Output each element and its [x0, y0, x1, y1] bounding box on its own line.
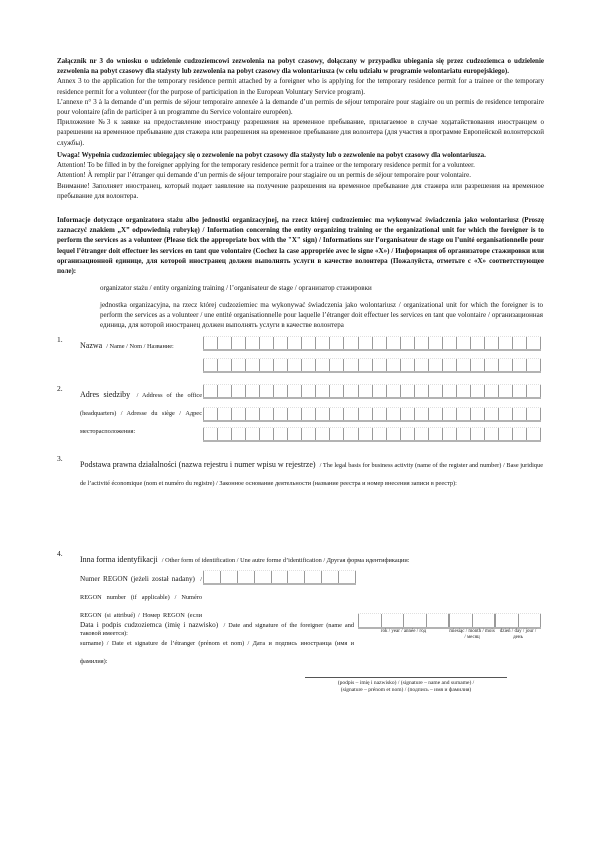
comb-cell[interactable] — [428, 408, 442, 420]
date-month-label: miesiąc / month / mois / месяц — [449, 629, 495, 640]
comb-cell[interactable] — [301, 337, 315, 349]
comb-cell[interactable] — [449, 614, 472, 627]
comb-cell[interactable] — [259, 337, 273, 349]
comb-cell[interactable] — [386, 408, 400, 420]
comb-cell[interactable] — [512, 428, 526, 440]
field-regon-row — [203, 570, 356, 585]
field-address-label — [80, 384, 202, 438]
notice-block — [57, 150, 544, 201]
comb-cell[interactable] — [358, 614, 381, 627]
comb-cell[interactable] — [512, 359, 526, 371]
notice-fr: Attention! À remplir par l’étranger qui demande d’un permis de séjour temporaire pour stagiaire ou un permis de séjour temporaire pour volontaire. — [57, 171, 472, 180]
comb-cell[interactable] — [287, 428, 301, 440]
field-address-row-1 — [203, 384, 541, 399]
comb-cell[interactable] — [400, 408, 414, 420]
notice-pl: Uwaga! Wypełnia cudzoziemiec ubiegający się o zezwolenie na pobyt czasowy dla stażysty lub o zezwolenie na pobyt czasowy dla wolontariusza. — [57, 151, 486, 159]
comb-cell[interactable] — [414, 408, 428, 420]
comb-cell[interactable] — [470, 408, 484, 420]
comb-cell[interactable] — [526, 337, 541, 349]
comb-cell[interactable] — [428, 428, 442, 440]
comb-cell[interactable] — [245, 385, 259, 397]
comb-cell[interactable] — [428, 359, 442, 371]
comb-cell[interactable] — [400, 428, 414, 440]
comb-cell[interactable] — [484, 337, 498, 349]
field-regon-label-translations: / REGON number (if applicable) / Numéro REGON (si attribué) / Номер REGON (если таковой имеется): — [80, 576, 202, 637]
comb-cell[interactable] — [518, 614, 542, 627]
info-heading: Informacje dotyczące organizatora stażu albo jednostki organizacyjnej, na rzecz której cudzoziemiec ma wykonywać świadczenia jako wolontariusz (Proszę zaznaczyć znakiem „X” odpowiednią rubrykę) / Information concerning the entity organizing training or the organizational unit for which the foreigner is to perform the services as a volunteer (Please tick the appropriate box with the "X" sign) / Informations sur l’organisateur de stage ou l’unité organisationnelle pour lequel l’étranger doit effectuer les services en tant que volontaire (Cochez la case appropriée avec le signe «X») / Информация об организаторе стажировки или организационной единице, для которой иностранец должен выполнять услуги в качестве волонтера (Пожалуйста, отметьте с «X» соответствующее поле): — [57, 216, 544, 276]
field-address-row-3 — [203, 427, 541, 442]
comb-cell[interactable] — [498, 337, 512, 349]
comb-cell[interactable] — [321, 571, 338, 583]
comb-cell[interactable] — [372, 359, 386, 371]
comb-cell[interactable] — [372, 337, 386, 349]
comb-cell[interactable] — [428, 385, 442, 397]
comb-cell[interactable] — [381, 614, 404, 627]
comb-cell[interactable] — [231, 359, 245, 371]
signature-caption-line-2: (signature – prénom et nom) / (подпись – имя и фамилия) — [340, 687, 472, 693]
comb-cell[interactable] — [271, 571, 288, 583]
notice-ru: Внимание! Заполняет иностранец, который подает заявление на получение разрешения на временное пребывание для стажера или разрешения на временное пребывание для волонтера. — [57, 181, 544, 200]
field-legal-basis-label-pl: Podstawa prawna działalności (nazwa rejestru i numer wpisu w rejestrze) — [80, 460, 316, 469]
comb-cell[interactable] — [254, 571, 271, 583]
field-legal-basis-writing-area[interactable] — [80, 475, 543, 540]
comb-cell[interactable] — [329, 385, 343, 397]
comb-cell[interactable] — [414, 385, 428, 397]
comb-cell[interactable] — [343, 408, 357, 420]
comb-cell[interactable] — [287, 571, 304, 583]
comb-cell[interactable] — [217, 337, 231, 349]
comb-cell[interactable] — [273, 385, 287, 397]
comb-cell[interactable] — [220, 571, 237, 583]
signature-line[interactable] — [305, 677, 507, 678]
comb-cell[interactable] — [484, 359, 498, 371]
notice-en: Attention! To be filled in by the foreigner applying for the temporary residence permit for a trainee or the temporary residence permit for a volunteer. — [57, 161, 475, 170]
comb-cell[interactable] — [442, 408, 456, 420]
comb-cell[interactable] — [287, 359, 301, 371]
option-organizer[interactable]: organizator stażu / entity organizing training / l’organisateur de stage / организатор стажировки — [100, 284, 372, 292]
comb-cell[interactable] — [372, 408, 386, 420]
field-name-row-2 — [203, 358, 541, 373]
comb-cell[interactable] — [301, 385, 315, 397]
comb-cell[interactable] — [231, 428, 245, 440]
comb-cell[interactable] — [498, 385, 512, 397]
comb-cell[interactable] — [456, 408, 470, 420]
comb-cell[interactable] — [358, 385, 372, 397]
info-heading-block — [57, 215, 544, 276]
comb-cell[interactable] — [472, 614, 496, 627]
field-date-signature-label — [80, 614, 354, 668]
comb-cell[interactable] — [442, 359, 456, 371]
item-1-number: 1. — [57, 335, 63, 344]
date-day-cells — [495, 613, 541, 629]
field-name-row-1 — [203, 336, 541, 351]
comb-cell[interactable] — [329, 359, 343, 371]
comb-cell[interactable] — [315, 408, 329, 420]
comb-cell[interactable] — [400, 337, 414, 349]
comb-cell[interactable] — [203, 571, 220, 583]
comb-cell[interactable] — [400, 359, 414, 371]
option-organizational-unit[interactable]: jednostka organizacyjna, na rzecz której cudzoziemiec ma wykonywać świadczenia jako wolontariusz / organizational unit for which the foreigner is to perform the services as a volunteer / une entité organisationnelle pour laquelle l’étranger doit effectuer les services en tant que volontaire / организационная единица, для которой иностранец должен выполнять услуги в качестве волонтера — [100, 301, 543, 330]
comb-cell[interactable] — [498, 359, 512, 371]
comb-cell[interactable] — [372, 385, 386, 397]
field-legal-basis-label-translations: / The legal basis for business activity (name of the register and number) / Base juridique de l’activité économique (nom et numéro du registre) / Законное основание деятельности (название реестра и номер внесения записи в реестр): — [80, 462, 544, 487]
comb-cell[interactable] — [456, 359, 470, 371]
comb-cell[interactable] — [273, 408, 287, 420]
comb-cell[interactable] — [203, 359, 217, 371]
comb-cell[interactable] — [287, 337, 301, 349]
comb-cell[interactable] — [414, 337, 428, 349]
comb-cell[interactable] — [372, 428, 386, 440]
comb-cell[interactable] — [484, 385, 498, 397]
comb-cell[interactable] — [259, 359, 273, 371]
comb-cell[interactable] — [386, 359, 400, 371]
comb-cell[interactable] — [343, 385, 357, 397]
comb-cell[interactable] — [512, 385, 526, 397]
comb-cell[interactable] — [386, 337, 400, 349]
field-date-signature-label-pl: Data i podpis cudzoziemca (imię i nazwisko) — [80, 621, 219, 629]
form-header — [57, 56, 544, 148]
comb-cell[interactable] — [526, 385, 541, 397]
comb-cell[interactable] — [386, 385, 400, 397]
date-month-cells — [449, 613, 495, 629]
comb-cell[interactable] — [217, 428, 231, 440]
comb-cell[interactable] — [315, 337, 329, 349]
comb-cell[interactable] — [304, 571, 321, 583]
comb-cell[interactable] — [498, 428, 512, 440]
date-field — [358, 613, 541, 641]
comb-cell[interactable] — [400, 385, 414, 397]
field-name-label — [80, 335, 200, 353]
comb-cell[interactable] — [259, 428, 273, 440]
comb-cell[interactable] — [456, 428, 470, 440]
signature-caption — [295, 680, 517, 694]
comb-cell[interactable] — [358, 359, 372, 371]
comb-cell[interactable] — [526, 408, 541, 420]
field-address-row-2 — [203, 407, 541, 422]
comb-cell[interactable] — [358, 337, 372, 349]
comb-cell[interactable] — [203, 408, 217, 420]
comb-cell[interactable] — [315, 428, 329, 440]
comb-cell[interactable] — [442, 428, 456, 440]
item-2-number: 2. — [57, 384, 63, 393]
comb-cell[interactable] — [526, 359, 541, 371]
comb-cell[interactable] — [301, 428, 315, 440]
field-other-id-label-pl: Inna forma identyfikacji — [80, 555, 158, 564]
comb-cell[interactable] — [495, 614, 518, 627]
comb-cell[interactable] — [414, 359, 428, 371]
comb-cell[interactable] — [273, 359, 287, 371]
item-4-number: 4. — [57, 549, 63, 558]
form-title-pl: Załącznik nr 3 do wniosku o udzielenie cudzoziemcowi zezwolenia na pobyt czasowy, dołączany w przypadku ubiegania się przez cudzoziemca o udzielenie zezwolenia na pobyt czasowy dla stażysty lub zezwolenia na pobyt czasowy dla wolontariusza (w celu udziału w programie wolontariatu europejskiego). — [57, 57, 544, 76]
comb-cell[interactable] — [442, 337, 456, 349]
field-other-id-label-translations: / Other form of identification / Une autre forme d’identification / Другая форма идентификации: — [161, 557, 410, 564]
comb-cell[interactable] — [470, 428, 484, 440]
comb-cell[interactable] — [414, 428, 428, 440]
comb-cell[interactable] — [358, 408, 372, 420]
comb-cell[interactable] — [245, 337, 259, 349]
comb-cell[interactable] — [315, 385, 329, 397]
comb-cell[interactable] — [456, 337, 470, 349]
comb-cell[interactable] — [287, 385, 301, 397]
comb-cell[interactable] — [470, 337, 484, 349]
comb-cell[interactable] — [329, 337, 343, 349]
comb-cell[interactable] — [217, 408, 231, 420]
comb-cell[interactable] — [526, 428, 541, 440]
comb-cell[interactable] — [343, 428, 357, 440]
field-date-signature-label-translations: / Date and signature of the foreigner (name and surname) / Date et signature de l’étranger (prénom et nom) / Дата и подпись иностранца (имя и фамилия): — [80, 622, 354, 665]
form-desc-ru: Приложение №3 к заявке на предоставление иностранцу разрешения на временное пребывание, прилагаемое в случае ходатайствования иностранцем о разрешении на временное пребывание для стажера или разрешения на временное пребывание для волонтера (для участия в программе Европейской волонтерской службы). — [57, 118, 544, 147]
comb-cell[interactable] — [301, 359, 315, 371]
comb-cell[interactable] — [484, 428, 498, 440]
form-desc-en: Annex 3 to the application for the temporary residence permit attached by a foreigner who is applying for the temporary residence permit for a trainee or the temporary residence permit for a volunteer (for the purpose of participation in the European Voluntary Service program). — [57, 77, 544, 96]
comb-cell[interactable] — [231, 408, 245, 420]
comb-cell[interactable] — [273, 337, 287, 349]
comb-cell[interactable] — [231, 337, 245, 349]
comb-cell[interactable] — [386, 428, 400, 440]
signature-caption-line-1: (podpis – imię i nazwisko) / (signature – name and surname) / — [337, 680, 475, 686]
comb-cell[interactable] — [259, 385, 273, 397]
comb-cell[interactable] — [484, 408, 498, 420]
comb-cell[interactable] — [237, 571, 254, 583]
field-other-id-label — [80, 549, 543, 567]
date-year-cells — [358, 613, 449, 629]
comb-cell[interactable] — [315, 359, 329, 371]
comb-cell[interactable] — [498, 408, 512, 420]
comb-cell[interactable] — [456, 385, 470, 397]
comb-cell[interactable] — [512, 337, 526, 349]
field-name-label-translations: / Name / Nom / Название: — [106, 343, 174, 350]
comb-cell[interactable] — [358, 428, 372, 440]
comb-cell[interactable] — [343, 359, 357, 371]
comb-cell[interactable] — [259, 408, 273, 420]
comb-cell[interactable] — [470, 359, 484, 371]
comb-cell[interactable] — [231, 385, 245, 397]
comb-cell[interactable] — [428, 337, 442, 349]
comb-cell[interactable] — [403, 614, 426, 627]
comb-cell[interactable] — [343, 337, 357, 349]
comb-cell[interactable] — [470, 385, 484, 397]
comb-cell[interactable] — [301, 408, 315, 420]
comb-cell[interactable] — [203, 337, 217, 349]
comb-cell[interactable] — [329, 408, 343, 420]
comb-cell[interactable] — [287, 408, 301, 420]
date-day-label: dzień / day / jour / день — [499, 629, 537, 640]
comb-cell[interactable] — [245, 428, 259, 440]
comb-cell[interactable] — [217, 385, 231, 397]
comb-cell[interactable] — [203, 385, 217, 397]
comb-cell[interactable] — [329, 428, 343, 440]
form-desc-fr: L’annexe n° 3 à la demande d’un permis de séjour temporaire annexée à la demande d’un permis de séjour temporaire pour stagiaire ou un permis de residence temporaire pour volontaire (afin de participer à un programme du Service volontaire européen). — [57, 97, 544, 117]
field-address-label-pl: Adres siedziby — [80, 390, 131, 399]
comb-cell[interactable] — [245, 359, 259, 371]
comb-cell[interactable] — [338, 571, 356, 583]
comb-cell[interactable] — [442, 385, 456, 397]
date-year-label: rok / year / année / год — [380, 629, 427, 634]
field-name-label-pl: Nazwa — [80, 341, 103, 350]
comb-cell[interactable] — [203, 428, 217, 440]
comb-cell[interactable] — [245, 408, 259, 420]
comb-cell[interactable] — [273, 428, 287, 440]
field-address-label-translations: / Address of the office (headquarters) / Adresse du siège / Адрес месторасположения: — [80, 392, 203, 435]
comb-cell[interactable] — [426, 614, 450, 627]
comb-cell[interactable] — [512, 408, 526, 420]
comb-cell[interactable] — [217, 359, 231, 371]
item-3-number: 3. — [57, 454, 63, 463]
field-regon-label-pl: Numer REGON (jeżeli został nadany) — [80, 575, 195, 583]
